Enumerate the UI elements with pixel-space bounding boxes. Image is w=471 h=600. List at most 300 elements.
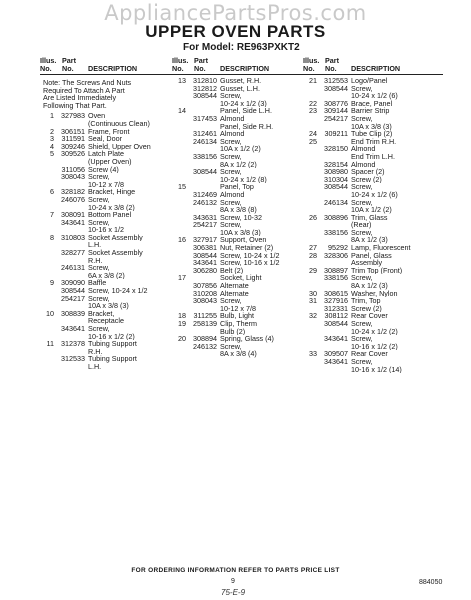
part-number: 308896 (324, 212, 348, 222)
part-header: Part No. (194, 56, 208, 73)
illus-number (303, 191, 317, 199)
part-description: Bulb, Light (220, 312, 254, 320)
part-description: Assembly (351, 259, 383, 267)
column-header (303, 56, 443, 75)
illus-number (172, 290, 186, 298)
part-description: Screw, (220, 297, 242, 305)
part-description: Trim, Glass (351, 213, 388, 222)
illus-number (172, 199, 186, 207)
illus-number (40, 287, 54, 295)
part-description: Trim, Top (351, 297, 381, 305)
part-description: Support, Oven (220, 236, 267, 245)
illus-number: 10 (46, 308, 54, 318)
part-description: Belt (2) (220, 266, 244, 275)
parts-row (40, 295, 178, 303)
parts-row (172, 168, 306, 176)
part-description: Screw, (88, 325, 110, 333)
part-description: 10-12 x 7/8 (220, 304, 256, 313)
part-number: 312810 (193, 76, 217, 85)
column-header (40, 56, 178, 75)
illus-number: 15 (178, 182, 186, 192)
model-subtitle: For Model: RE963PXKT2 (183, 42, 300, 53)
part-description: Clip, Therm (220, 320, 258, 328)
part-description: Screw, (351, 320, 373, 328)
illus-number (40, 295, 54, 303)
parts-row (172, 297, 306, 305)
part-description: Screw, (220, 137, 242, 146)
part-description: Screw, (351, 84, 373, 93)
illus-number: 24 (309, 129, 317, 139)
part-description: Screw (4) (88, 165, 119, 174)
screws-note: Note: The Screws And Nuts Required To Attach A Part Are Listed Immediately Following That Part. (43, 78, 132, 110)
part-number: 308544 (193, 250, 217, 260)
part-description: Bulb (2) (220, 327, 246, 336)
parts-row (172, 138, 306, 146)
part-number: 310208 (193, 288, 217, 298)
part-description: 10A x 3/8 (3) (351, 122, 392, 131)
illus-number (40, 241, 54, 249)
part-number: 308776 (324, 98, 348, 108)
illus-number: 32 (309, 311, 317, 321)
part-description: 8A x 1/2 (2) (220, 160, 257, 169)
part-description: 8A x 1/2 (3) (351, 236, 388, 245)
part-description: Gusset, R.H. (220, 77, 262, 85)
parts-row (303, 236, 443, 244)
parts-row (40, 363, 178, 371)
illus-number (40, 363, 54, 371)
part-number: 308894 (193, 334, 217, 344)
part-number: 338156 (193, 151, 217, 161)
part-description: Screw, 10-24 x 1/2 (220, 251, 280, 260)
parts-column-2 (172, 56, 306, 358)
part-number: 309211 (324, 129, 348, 139)
part-number: 308544 (193, 167, 217, 177)
part-description: Barrier Strip (351, 107, 390, 115)
illus-number: 25 (309, 136, 317, 146)
parts-row (303, 366, 443, 374)
column-header (172, 56, 306, 75)
part-description: Gusset, L.H. (220, 84, 260, 93)
part-number: 308043 (61, 172, 85, 182)
illus-number (172, 252, 186, 260)
parts-row (303, 85, 443, 93)
illus-number: 28 (309, 250, 317, 260)
parts-row (303, 229, 443, 237)
parts-list (303, 77, 443, 373)
illus-number: 20 (178, 334, 186, 344)
part-description: Screw, (220, 198, 242, 207)
part-description: Panel, Side L.H. (220, 107, 272, 115)
parts-list (172, 77, 306, 358)
illus-number (40, 166, 54, 174)
part-description: Bracket, Hinge (88, 188, 136, 196)
parts-row (40, 355, 178, 363)
part-number: 309144 (324, 106, 348, 116)
part-description: 8A x 3/8 (8) (220, 206, 257, 214)
illus-number (303, 229, 317, 237)
part-description: Screw, (220, 92, 242, 100)
part-number: 309507 (324, 349, 348, 359)
part-number: 308839 (61, 308, 85, 318)
parts-row (172, 350, 306, 358)
part-description: 10A x 3/8 (3) (220, 228, 261, 237)
illus-number: 14 (178, 106, 186, 116)
part-description: Almond (351, 160, 376, 169)
part-description: R.H. (88, 347, 103, 356)
illus-number (172, 153, 186, 161)
part-number: 308544 (193, 91, 217, 101)
parts-row (172, 100, 306, 108)
illus-number: 3 (50, 134, 54, 144)
part-number: 328182 (61, 187, 85, 197)
part-description: 6A x 3/8 (2) (88, 271, 125, 280)
part-number: 306151 (61, 126, 85, 136)
part-number (186, 100, 220, 108)
parts-row (172, 199, 306, 207)
illus-number (40, 355, 54, 363)
part-description: 10A x 1/2 (2) (351, 206, 392, 214)
parts-row (303, 358, 443, 366)
illus-number (40, 348, 54, 356)
part-number: 308544 (324, 83, 348, 93)
part-number: 246131 (61, 263, 85, 273)
part-number: 327983 (61, 111, 85, 121)
part-number: 343641 (61, 217, 85, 227)
illus-number (303, 358, 317, 366)
part-description: 10A x 3/8 (3) (88, 302, 129, 310)
part-description: 10-24 x 1/2 (8) (220, 175, 267, 184)
illus-number (303, 320, 317, 328)
part-description: End Trim R.H. (351, 137, 397, 146)
part-description: Spacer (2) (351, 168, 385, 176)
part-number: 328277 (61, 248, 85, 258)
part-description: (Upper Oven) (88, 157, 132, 166)
part-description: Alternate (220, 289, 249, 298)
part-description: Washer, Nylon (351, 289, 398, 298)
illus-number (303, 176, 317, 184)
part-description: Screw, (351, 198, 373, 207)
illus-number (303, 328, 317, 336)
part-number: 312533 (61, 354, 85, 364)
illus-number: 31 (309, 296, 317, 306)
part-header: Part No. (62, 56, 76, 73)
illus-number (303, 274, 317, 282)
part-description: 10A x 1/2 (2) (220, 145, 261, 153)
parts-row (40, 310, 178, 318)
part-number: 343641 (193, 258, 217, 268)
part-description: Baffle (88, 279, 107, 288)
part-description: Screw (2) (351, 175, 382, 184)
parts-row (303, 274, 443, 282)
part-description: Shield, Upper Oven (88, 142, 151, 151)
illus-number: 22 (309, 98, 317, 108)
illus-number (172, 130, 186, 138)
illus-number (40, 158, 54, 166)
illus-number: 7 (50, 210, 54, 220)
illus-number (172, 259, 186, 267)
part-number (317, 366, 351, 374)
illus-number: 26 (309, 212, 317, 222)
illus-number (172, 297, 186, 305)
parts-row (40, 112, 178, 120)
part-number: 254217 (193, 220, 217, 230)
part-number: 328154 (324, 159, 348, 169)
part-description: Screw, (220, 152, 242, 161)
part-description: Logo/Panel (351, 77, 388, 85)
part-description: Tubing Support (88, 340, 137, 348)
part-description: 10-12 x 7/8 (88, 180, 124, 189)
part-description: Screw, (351, 335, 373, 343)
part-number: 308112 (324, 311, 348, 321)
parts-row (40, 264, 178, 272)
parts-row (40, 158, 178, 166)
parts-row (303, 183, 443, 191)
part-number: 312553 (324, 76, 348, 85)
part-description: Oven (88, 112, 106, 120)
part-description: Almond (220, 114, 245, 123)
part-description: Frame, Front (88, 127, 130, 136)
parts-row (40, 150, 178, 158)
part-number: 343631 (193, 212, 217, 222)
parts-row (303, 145, 443, 153)
part-description: 10-24 x 1/2 (6) (351, 92, 398, 100)
parts-row (40, 219, 178, 227)
illus-number (172, 244, 186, 252)
part-description: Alternate (220, 282, 249, 290)
part-description: Trim Top (Front) (351, 266, 403, 275)
part-description: Tube Clip (2) (351, 130, 393, 138)
illus-number: 23 (309, 106, 317, 116)
part-description: Screw, (220, 168, 242, 176)
parts-row (172, 305, 306, 313)
parts-row (172, 92, 306, 100)
part-description: Screw, (220, 342, 242, 351)
part-description: R.H. (88, 256, 103, 265)
parts-row (172, 176, 306, 184)
part-number: 309090 (61, 278, 85, 288)
part-description: Nut, Retainer (2) (220, 244, 274, 252)
illus-number: 27 (309, 243, 317, 253)
part-description: Screw, (88, 294, 110, 303)
illus-number (172, 282, 186, 290)
part-description: L.H. (88, 362, 102, 371)
parts-column-1 (40, 56, 178, 371)
part-number: 343641 (324, 334, 348, 344)
parts-row (303, 115, 443, 123)
illus-number: 6 (50, 187, 54, 197)
illus-number (172, 115, 186, 123)
illus-number (303, 161, 317, 169)
part-description: 8A x 3/8 (4) (220, 350, 257, 358)
part-description: (Continuous Clean) (88, 119, 150, 128)
part-description: Tubing Support (88, 355, 137, 363)
illus-number (303, 168, 317, 176)
illus-number (303, 85, 317, 93)
part-number: 312461 (193, 129, 217, 139)
illus-number (172, 350, 186, 358)
part-description: Screw, (351, 183, 373, 191)
illus-number: 16 (178, 235, 186, 245)
illus-number: 5 (50, 149, 54, 159)
part-description: Screw, 10-24 x 1/2 (88, 287, 148, 295)
part-number: 258139 (193, 319, 217, 328)
part-number: 309526 (61, 149, 85, 159)
part-description: 10-16 x 1/2 (14) (351, 365, 402, 374)
illus-header: Illus. No. (40, 56, 57, 73)
part-number: 306280 (193, 265, 217, 275)
part-description: Screw, (88, 264, 110, 272)
parts-row (303, 252, 443, 260)
parts-row (303, 123, 443, 131)
parts-list (40, 112, 178, 370)
parts-row (40, 325, 178, 333)
part-description: Screw, (220, 221, 242, 229)
illus-number (40, 173, 54, 181)
part-number (54, 363, 88, 371)
part-description: Socket Assembly (88, 249, 143, 257)
parts-row (172, 320, 306, 328)
parts-row (40, 196, 178, 204)
part-number: 246076 (61, 194, 85, 204)
part-number: 95292 (328, 243, 348, 253)
parts-column-3 (303, 56, 443, 373)
parts-row (172, 221, 306, 229)
illus-number (172, 161, 186, 169)
description-header: DESCRIPTION (88, 64, 138, 73)
illus-number: 2 (50, 126, 54, 136)
illus-number: 30 (309, 288, 317, 298)
part-description: Screw, (351, 274, 373, 283)
illus-number: 1 (50, 111, 54, 121)
part-number: 338156 (324, 273, 348, 283)
part-description: Latch Plate (88, 150, 124, 158)
part-description: Screw, (351, 357, 373, 366)
parts-row (172, 115, 306, 123)
illus-number (40, 264, 54, 272)
part-number (186, 176, 220, 184)
parts-row (303, 214, 443, 222)
illus-number (303, 183, 317, 191)
part-number: 308091 (61, 210, 85, 220)
part-description: End Trim L.H. (351, 152, 395, 161)
parts-row (172, 153, 306, 161)
part-description: Screw, 10-32 (220, 213, 262, 222)
illus-number (172, 123, 186, 131)
part-description: Almond (351, 145, 376, 153)
part-description: Seal, Door (88, 135, 122, 143)
part-number: 311056 (61, 164, 85, 174)
part-number: 310803 (61, 232, 85, 242)
illus-number (172, 221, 186, 229)
illus-number (40, 257, 54, 265)
part-description: Almond (220, 190, 245, 199)
part-description: Brace, Panel (351, 99, 393, 108)
part-number: 308897 (324, 265, 348, 275)
part-number: 311255 (193, 311, 217, 321)
part-description: Screw, (88, 173, 110, 181)
part-number: 254217 (324, 113, 348, 123)
part-number: 246134 (193, 136, 217, 146)
part-number: 254217 (61, 293, 85, 303)
illus-number (172, 168, 186, 176)
ordering-footer: FOR ORDERING INFORMATION REFER TO PARTS PRICE LIST (131, 567, 340, 574)
illus-number (303, 115, 317, 123)
part-description: 10-24 x 3/8 (2) (88, 203, 135, 212)
part-description: Socket Assembly (88, 233, 143, 242)
illus-number (40, 249, 54, 257)
watermark-text: AppliancePartsPros.com (104, 1, 367, 25)
illus-number (172, 138, 186, 146)
part-number: 246134 (324, 197, 348, 207)
illus-header: Illus. No. (303, 56, 320, 73)
illus-number (172, 85, 186, 93)
part-number: 308544 (324, 182, 348, 192)
illus-number: 29 (309, 265, 317, 275)
part-description: Socket, Light (220, 274, 262, 283)
parts-row (40, 234, 178, 242)
illus-number (40, 219, 54, 227)
part-number: 312812 (193, 83, 217, 93)
illus-number: 17 (178, 273, 186, 283)
illus-number (172, 191, 186, 199)
part-description: 10-16 x 1/2 (2) (351, 342, 398, 351)
part-number: 328150 (324, 144, 348, 154)
illus-number (303, 153, 317, 161)
description-header: DESCRIPTION (351, 64, 401, 73)
part-description: Screw, (351, 228, 373, 237)
part-number (186, 350, 220, 358)
illus-number (40, 317, 54, 325)
parts-row (303, 199, 443, 207)
parts-row (40, 340, 178, 348)
part-description: 10-24 x 1/2 (6) (351, 190, 398, 199)
document-number: 884050 (419, 579, 443, 586)
part-number: 246132 (193, 197, 217, 207)
illus-number (303, 221, 317, 229)
illus-header: Illus. No. (172, 56, 189, 73)
part-number: 343641 (324, 356, 348, 366)
part-number: 308980 (324, 167, 348, 177)
part-description: Receptacle (88, 317, 124, 325)
part-number: 308043 (193, 296, 217, 306)
illus-number (303, 366, 317, 374)
part-description: 10-24 x 1/2 (3) (220, 99, 267, 108)
part-description: 10-16 x 1/2 (88, 226, 124, 234)
illus-number (303, 145, 317, 153)
parts-row (40, 173, 178, 181)
illus-number (172, 92, 186, 100)
part-description: L.H. (88, 241, 102, 250)
illus-number: 9 (50, 278, 54, 288)
part-description: Panel, Top (220, 183, 254, 191)
part-number: 343641 (61, 324, 85, 333)
part-description: Screw, (88, 218, 110, 227)
parts-row (303, 130, 443, 138)
illus-number: 11 (46, 339, 54, 349)
part-description: 10-16 x 1/2 (2) (88, 332, 135, 341)
part-number: 312378 (61, 339, 85, 349)
parts-row (303, 335, 443, 343)
illus-number (172, 343, 186, 351)
illus-number (40, 196, 54, 204)
page-number: 9 (231, 578, 235, 585)
part-number: 338156 (324, 227, 348, 237)
parts-row (303, 320, 443, 328)
part-number: 327917 (193, 235, 217, 245)
part-number: 311591 (61, 134, 85, 144)
part-number: 310304 (324, 174, 348, 184)
part-number: 308544 (324, 319, 348, 328)
